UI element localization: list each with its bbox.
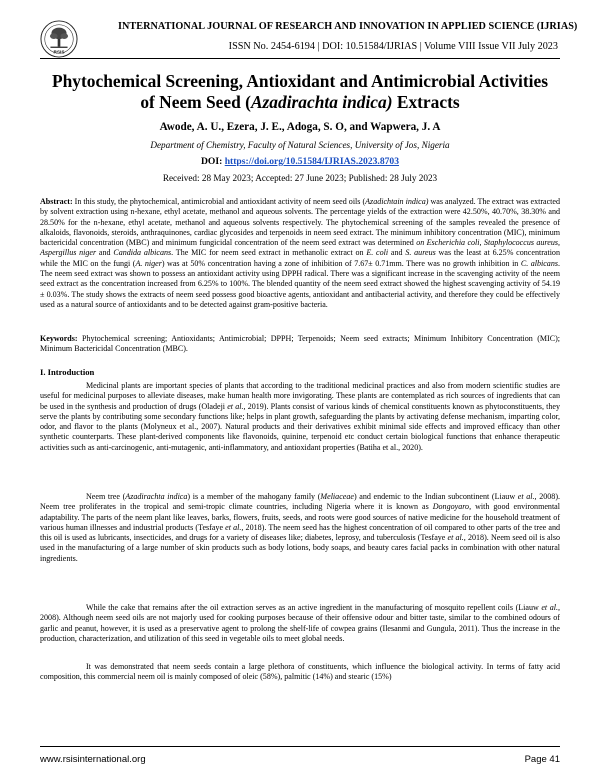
title-line-1: Phytochemical Screening, Antioxidant and Antimicrobial Activities bbox=[52, 71, 548, 91]
footer-url[interactable]: www.rsisinternational.org bbox=[40, 754, 146, 765]
publication-dates: Received: 28 May 2023; Accepted: 27 June 2023; Published: 28 July 2023 bbox=[162, 173, 438, 183]
doi-line bbox=[20, 156, 580, 167]
article-title bbox=[20, 71, 580, 113]
intro-paragraph-2: Neem tree (Azadirachta indica) is a member of the mahogany family (Meliaceae) and endemic to the Indian subcontinent (Liauw et al., 2008). Neem tree proliferates in the tropical and semi-tropic climate countries, including Nigeria where it is known as Dongoyaro, with good environmental adaptability. The parts of the neem plant like leaves, barks, flowers, fruits, seeds, and roots were good sources of native medicine for the household treatment of various human illnesses and industrial products (Tesfaye et al., 2018). The neem seed has the highest concentration of oil compared to other parts of the tree and this oil is used as lubricants, insecticides, and drugs for a variety of diseases like; diabetes, leprosy, and tuberculosis (Tesfaye et al., 2018). Neem seed oil is also used in the manufacturing of a large number of skin products such as body lotions, body soaps, and beauty cares facial packs in combination with other natural ingredients. bbox=[40, 492, 561, 563]
keywords-text: Phytochemical screening; Antioxidants; Antimicrobial; DPPH; Terpenoids; Neem seed extracts; Minimum Inhibitory Concentration (MIC); Minimum Bactericidal Concentration (MBC). bbox=[40, 334, 560, 354]
authors: Awode, A. U., Ezera, J. E., Adoga, S. O, and Wapwera, J. A bbox=[159, 121, 441, 133]
header-rule bbox=[40, 58, 560, 59]
doi-label: DOI: bbox=[200, 156, 225, 167]
keywords-label: Keywords: bbox=[40, 334, 78, 343]
page-number: Page 41 bbox=[524, 754, 560, 765]
title-line-2-post: Extracts bbox=[392, 92, 460, 112]
intro-paragraph-1: Medicinal plants are important species of plants that according to the traditional medicinal practices and also from modern scientific studies are useful for medicinal purposes to alleviate diseases, make human health more invigorating. These plants are contemplated as rich sources of ingredients that can be used in the synthesis and production of drugs (Oladeji et al., 2019). Plants consist of various kinds of chemical constituents known as phytoconstituents, they serve the plants by contributing some secondary functions like; helps in plant growth, safeguarding the plants by activating defense mechanism, imparting color, odor, and flavor to the plants (Molyneux et al., 2007). Natural products and their derivatives exhibit minimal side effects and improved efficacy than other synthetic counterparts. These plant-derived components like flavonoids, quinine, terpenoid etc conduct certain biological functions that enhance therapeutic activities such as anti-carcinogenic, anti-mutagenic, anti-inflammatory, and antioxidant properties (Batiha et al., 2020). bbox=[40, 381, 560, 452]
affiliation: Department of Chemistry, Faculty of Natural Sciences, University of Jos, Nigeria bbox=[150, 140, 450, 150]
intro-paragraph-3: While the cake that remains after the oil extraction serves as an active ingredient in the manufacturing of mosquito repellent coils (Liauw et al., 2008). Although neem seed oils are not majorly used for cooking purposes because of their offensive odour and bitter taste, similar to the combined odours of garlic and peanut, however, it is used as a preservative agent to prolong the shelf-life of cowpea grains (Ilesanmi and Gungula, 2011). Thus the increase in the production, characterization, and utilization of this seed in vegetable oils to meet global needs. bbox=[40, 603, 560, 643]
rsis-logo bbox=[40, 20, 78, 58]
doi-link[interactable]: https://doi.org/10.51584/IJRIAS.2023.8703 bbox=[224, 156, 400, 167]
footer-rule bbox=[40, 746, 560, 747]
title-line-2-pre: of Neem Seed ( bbox=[140, 92, 251, 112]
issn-line: ISSN No. 2454-6194 | DOI: 10.51584/IJRIAS | Volume VIII Issue VII July 2023 bbox=[228, 41, 558, 52]
abstract-label: Abstract: bbox=[40, 197, 73, 206]
title-line-2-italic: Azadirachta indica) bbox=[250, 92, 393, 112]
section-heading: I. Introduction bbox=[40, 367, 95, 377]
intro-paragraph-4: It was demonstrated that neem seeds contain a large plethora of constituents, which influence the biological activity. In terms of fatty acid composition, this commercial neem oil is mainly composed of oleic (58%), palmitic (14%) and stearic (15%) bbox=[40, 662, 560, 682]
keywords bbox=[40, 334, 560, 355]
journal-name: INTERNATIONAL JOURNAL OF RESEARCH AND INNOVATION IN APPLIED SCIENCE (IJRIAS) bbox=[118, 21, 578, 32]
logo-text: RSIS bbox=[53, 50, 65, 56]
abstract: Abstract: In this study, the phytochemical, antimicrobial and antioxidant activity of neem seed oils (Azadichtain indica) was analyzed. The extract was extracted by solvent extraction using n-hexane, ethyl acetate, methanol and aqueous solvents. The percentage yields of the extraction were 42.50%, 40.70%, 38.30% and 28.50% for the n-hexane, ethyl acetate, methanol and aqueous solvents respectively. The phytochemical screening of the samples revealed the presence of alkaloids, flavonoids, steroids, anthraquinones, cardiac glycosides and terpenoids in neem seed extract. The minimum inhibitory concentration (MIC), minimum bactericidal concentration (MBC) and minimum fungicidal concentration of the neem seed extract was determined on Escherichia coli, Staphylococcus aureus, Aspergillus niger and Candida albicans. The MIC for neem seed extract in methanolic extract on E. coli and S. aureus was the least at 6.25% concentration while the MIC on the fungi (A. niger) was at 50% concentration having a zone of inhibition of 7.67± 0.71mm. There was no growth inhibition in C. albicans. The neem seed extract was shown to possess an antioxidant activity using DPPH radical. There was a significant increase in the scavenging activity of the neem seed extract as the concentration increased from 6.25% to 100%. The blended quantity of the neem seed extract showed the highest scavenging activity of 54.19 ± 0.03%. The study shows the extracts of neem seed possess good bioactive agents, antioxidant and antibacterial activity, and therefore they could be effectively used as a natural source of antioxidants and to be detected against gram-positive bacteria. bbox=[40, 197, 560, 309]
